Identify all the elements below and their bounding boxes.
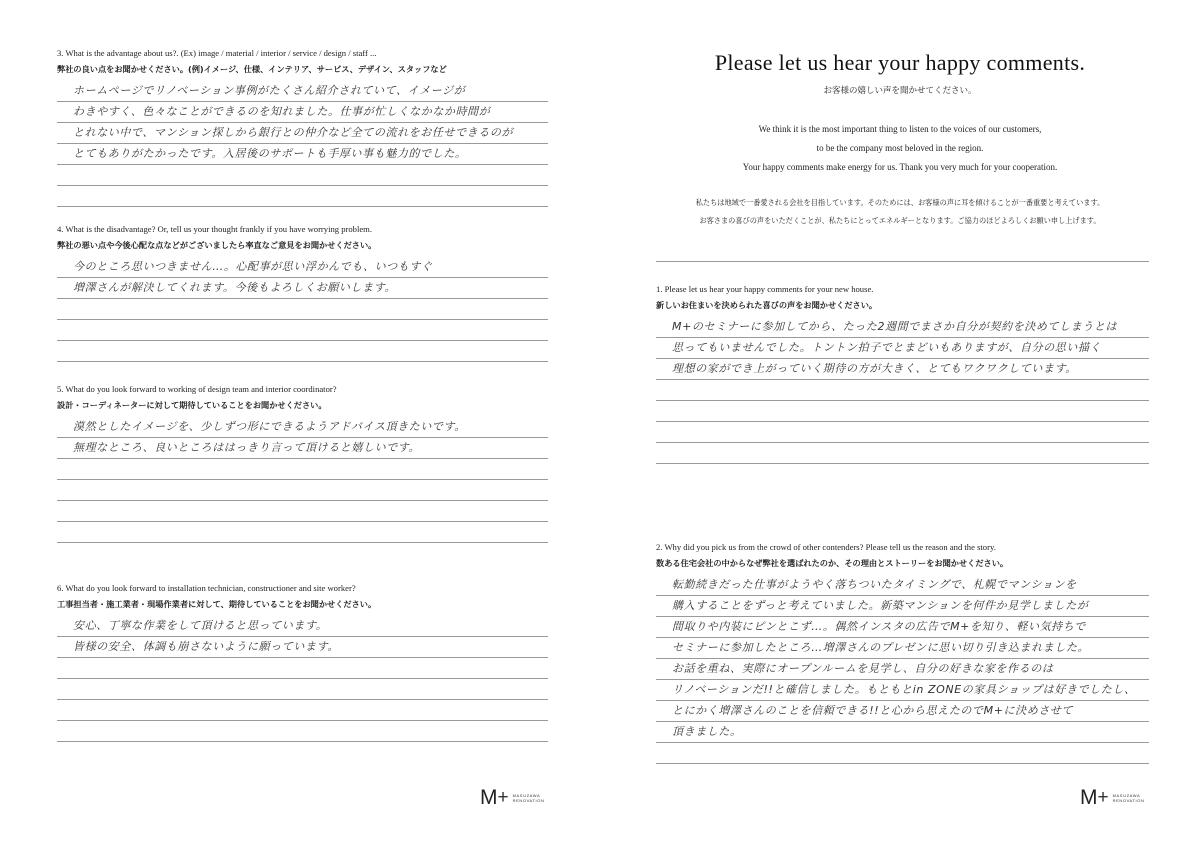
question-3-en: 3. What is the advantage about us?. (Ex) image / material / interior / service / design / staff ...: [57, 48, 377, 58]
answer-1-lines: [656, 317, 1149, 464]
answer-line: [57, 522, 548, 543]
intro-japanese: [600, 194, 1200, 229]
question-4-section: [57, 224, 548, 362]
intro-divider: [656, 261, 1149, 262]
handwritten-answer-text: 転勤続きだった仕事がようやく落ちついたタイミングで、札幌でマンションを: [672, 578, 1077, 591]
logo-plus: +: [497, 787, 509, 808]
handwritten-answer-text: 思ってもいませんでした。トントン拍子でとまどいもありますが、自分の思い描く: [672, 341, 1102, 354]
handwritten-answer-text: リノベーションだ!!と確信しました。もともとin ZONEの家具ショップは好きでしたし、: [672, 683, 1136, 696]
answer-line: [656, 422, 1149, 443]
question-3-jp: 弊社の良い点をお聞かせください。(例)イメージ、仕様、インテリア、サービス、デザイン、スタッフなど: [57, 64, 447, 74]
intro-jp-line: お客さまの喜びの声をいただくことが、私たちにとってエネルギーとなります。ご協力のほどよろしくお願い申し上げます。: [699, 215, 1101, 225]
question-2-en: 2. Why did you pick us from the crowd of other contenders? Please tell us the reason and the story.: [656, 542, 996, 552]
answer-4-lines: [57, 257, 548, 362]
answer-line: [57, 721, 548, 742]
right-page: [600, 0, 1200, 848]
handwritten-answer-text: 頂きました。: [672, 725, 742, 738]
question-5-en: 5. What do you look forward to working of design team and interior coordinator?: [57, 384, 337, 394]
answer-line: [656, 575, 1149, 596]
answer-line: [57, 658, 548, 679]
handwritten-answer-text: 購入することをずっと考えていました。新築マンションを何件か見学しましたが: [672, 599, 1089, 612]
answer-line: [57, 679, 548, 700]
question-6-en: 6. What do you look forward to installation technician, constructioner and site worker?: [57, 583, 356, 593]
logo-plus: +: [1097, 787, 1109, 808]
answer-2-lines: [656, 575, 1149, 764]
answer-line: [57, 186, 548, 207]
page-title: Please let us hear your happy comments.: [714, 50, 1086, 75]
handwritten-answer-text: 安心、丁寧な作業をして頂けると思っています。: [73, 619, 328, 632]
answer-line: [57, 102, 548, 123]
answer-line: [57, 299, 548, 320]
answer-line: [656, 617, 1149, 638]
question-6-section: [57, 583, 548, 742]
answer-line: [656, 659, 1149, 680]
answer-line: [57, 165, 548, 186]
answer-line: [57, 257, 548, 278]
question-4-en: 4. What is the disadvantage? Or, tell us your thought frankly if you have worrying problem.: [57, 224, 373, 234]
logo-letter: M: [1080, 786, 1097, 809]
answer-line: [656, 743, 1149, 764]
handwritten-answer-text: とれない中で、マンション探しから銀行との仲介など全ての流れをお任せできるのが: [73, 126, 514, 139]
answer-line: [656, 596, 1149, 617]
handwritten-answer-text: セミナーに参加したところ…増澤さんのプレゼンに思い切り引き込まれました。: [672, 641, 1090, 654]
question-1-jp: 新しいお住まいを決められた喜びの声をお聞かせください。: [656, 300, 878, 310]
answer-line: [656, 359, 1149, 380]
handwritten-answer-text: 今のところ思いつきません…。心配事が思い浮かんでも、いつもすぐ: [73, 260, 433, 273]
question-2-section: [656, 542, 1149, 764]
intro-en-line: to be the company most beloved in the region.: [816, 143, 984, 153]
logo-subtext-line2: RENOVATION: [512, 798, 545, 803]
handwritten-answer-text: とてもありがたかったです。入居後のサポートも手厚い事も魅力的でした。: [73, 147, 467, 160]
page-subtitle: お客様の嬉しい声を聞かせてください。: [823, 86, 977, 96]
answer-line: [656, 638, 1149, 659]
answer-line: [57, 144, 548, 165]
question-4-jp: 弊社の悪い点や今後心配な点などがございましたら率直なご意見をお聞かせください。: [57, 240, 377, 250]
answer-line: [656, 317, 1149, 338]
logo-subtext-line2: RENOVATION: [1112, 798, 1145, 803]
answer-line: [57, 637, 548, 658]
handwritten-answer-text: とにかく増澤さんのことを信頼できる!!と心から思えたのでM+に決めさせて: [672, 704, 1074, 717]
answer-line: [57, 81, 548, 102]
handwritten-answer-text: 理想の家ができ上がっていく期待の方が大きく、とてもワクワクしています。: [672, 362, 1077, 375]
handwritten-answer-text: 無理なところ、良いところははっきり言って頂けると嬉しいです。: [73, 441, 421, 454]
question-1-section: [656, 284, 1149, 464]
answer-line: [656, 401, 1149, 422]
answer-line: [656, 701, 1149, 722]
answer-line: [57, 320, 548, 341]
logo-subtext: [1113, 793, 1145, 803]
logo-subtext: [513, 793, 545, 803]
question-5-jp: 設計・コーディネーターに対して期待していることをお聞かせください。: [57, 400, 327, 410]
logo-letter: M: [480, 786, 497, 809]
answer-line: [57, 480, 548, 501]
question-5-section: [57, 384, 548, 543]
answer-line: [57, 438, 548, 459]
intro-english: [600, 120, 1200, 177]
question-6-jp: 工事担当者・施工業者・現場作業者に対して、期待していることをお聞かせください。: [57, 599, 377, 609]
handwritten-answer-text: 間取りや内装にピンとこず…。偶然インスタの広告でM+を知り、軽い気持ちで: [672, 620, 1086, 633]
answer-line: [57, 341, 548, 362]
answer-3-lines: [57, 81, 548, 207]
question-1-en: 1. Please let us hear your happy comments for your new house.: [656, 284, 874, 294]
answer-line: [57, 501, 548, 522]
question-2-jp: 数ある住宅会社の中からなぜ弊社を選ばれたのか、その理由とストーリーをお聞かせください。: [656, 558, 1009, 568]
logo-subtext-line1: MASUZAWA: [1112, 793, 1141, 798]
answer-line: [57, 278, 548, 299]
intro-en-line: Your happy comments make energy for us. Thank you very much for your cooperation.: [742, 162, 1058, 172]
answer-line: [57, 417, 548, 438]
answer-line: [57, 459, 548, 480]
answer-line: [656, 722, 1149, 743]
answer-line: [656, 380, 1149, 401]
logo-subtext-line1: MASUZAWA: [512, 793, 541, 798]
answer-line: [57, 123, 548, 144]
handwritten-answer-text: 皆様の安全、体調も崩さないように願っています。: [73, 640, 339, 653]
question-3-section: [57, 48, 548, 207]
intro-en-line: We think it is the most important thing to listen to the voices of our customers,: [758, 124, 1042, 134]
answer-line: [656, 443, 1149, 464]
answer-line: [656, 680, 1149, 701]
answer-line: [57, 700, 548, 721]
answer-6-lines: [57, 616, 548, 742]
answer-line: [57, 616, 548, 637]
handwritten-answer-text: 漠然としたイメージを、少しずつ形にできるようアドバイス頂きたいです。: [73, 420, 466, 433]
answer-5-lines: [57, 417, 548, 543]
handwritten-answer-text: わきやすく、色々なことができるのを知れました。仕事が忙しくなかなか時間が: [73, 105, 491, 118]
handwritten-answer-text: M+のセミナーに参加してから、たった2週間でまさか自分が契約を決めてしまうとは: [672, 320, 1118, 333]
company-logo: [480, 786, 544, 810]
handwritten-answer-text: ホームページでリノベーション事例がたくさん紹介されていて、イメージが: [73, 84, 466, 97]
handwritten-answer-text: 増澤さんが解決してくれます。今後もよろしくお願いします。: [73, 281, 397, 294]
handwritten-answer-text: お話を重ね、実際にオープンルームを見学し、自分の好きな家を作るのは: [672, 662, 1054, 675]
company-logo: [1080, 786, 1144, 810]
intro-jp-line: 私たちは地域で一番愛される会社を目指しています。そのためには、お客様の声に耳を傾けることが一番重要と考えています。: [695, 198, 1105, 207]
answer-line: [656, 338, 1149, 359]
